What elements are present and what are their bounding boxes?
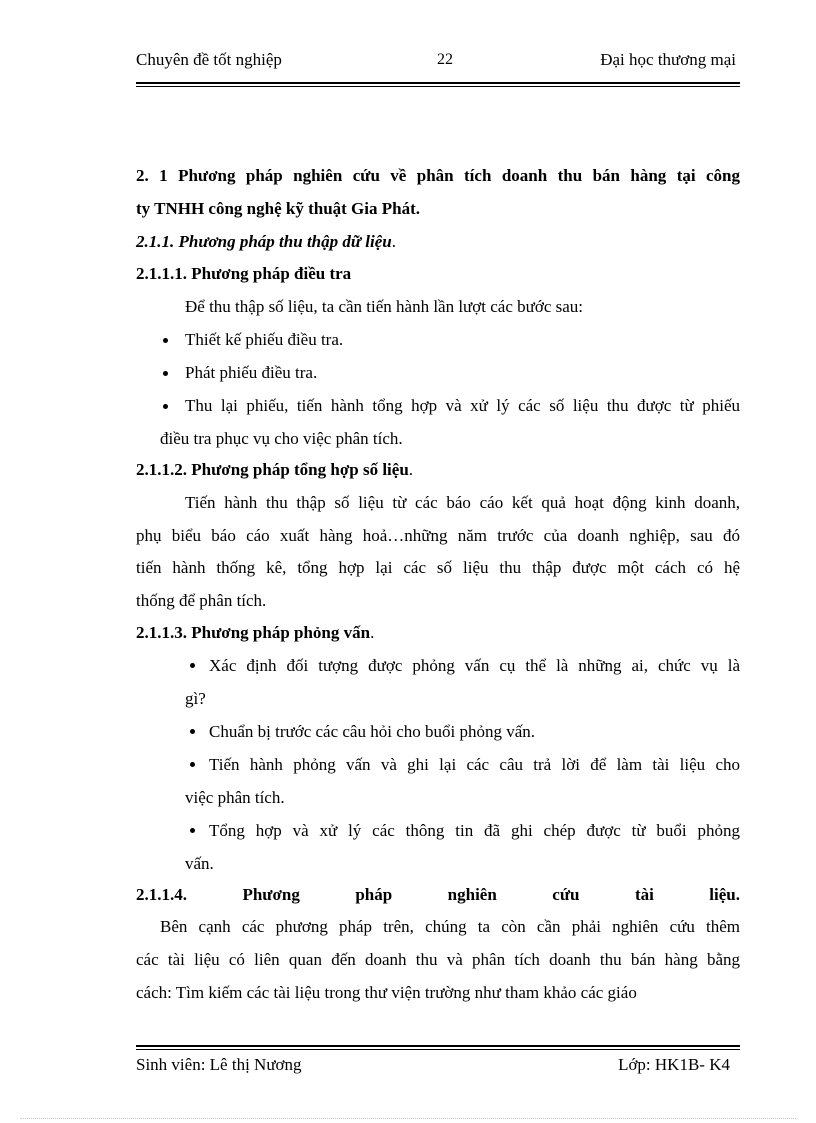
s2-para-line-1: Tiến hành thu thập số liệu từ các báo cáo kết quả hoạt động kinh doanh,: [185, 493, 740, 512]
s3-bullet-3-line-1: Tiến hành phỏng vấn và ghi lại các câu trả lời để làm tài liệu cho: [209, 755, 740, 774]
s1-bullet-1: Thiết kế phiếu điều tra.: [185, 330, 344, 349]
header-rule: [136, 82, 740, 87]
s4-heading: 2.1.1.4. Phương pháp nghiên cứu tài liệu.: [136, 885, 740, 904]
bullet-icon: [163, 338, 168, 343]
footer-right: Lớp: HK1B- K4: [618, 1055, 730, 1074]
s3-bullet-4-line-2: vấn.: [185, 854, 214, 873]
s3-bullet-1-line-2: gì?: [185, 689, 206, 708]
page-number: 22: [437, 51, 453, 68]
s1-bullet-3-line-2: điều tra phục vụ cho việc phân tích.: [160, 429, 403, 448]
s2-para-line-2: phụ biểu báo cáo xuất hàng hoả…những năm trước của doanh nghiệp, sau đó: [136, 526, 740, 545]
s2-heading: [136, 459, 740, 481]
s3-bullet-2: Chuẩn bị trước các câu hỏi cho buổi phỏng vấn.: [209, 722, 536, 741]
s3-bullet-3-line-2: việc phân tích.: [185, 788, 285, 807]
s3-bullet-1-line-1: Xác định đối tượng được phỏng vấn cụ thể là những ai, chức vụ là: [209, 656, 740, 675]
s1-bullet-3-line-1: Thu lại phiếu, tiến hành tổng hợp và xử lý các số liệu thu được từ phiếu: [185, 396, 740, 415]
header-right: Đại học thương mại: [600, 50, 736, 69]
s2-heading-text: 2.1.1.2. Phương pháp tổng hợp số liệu: [136, 460, 409, 479]
sub-heading-text: 2.1.1. Phương pháp thu thập dữ liệu: [136, 232, 392, 251]
s3-heading-text: 2.1.1.3. Phương pháp phỏng vấn: [136, 623, 371, 642]
bullet-icon: [190, 828, 195, 833]
s1-intro: Để thu thập số liệu, ta cần tiến hành lần lượt các bước sau:: [185, 297, 584, 316]
s1-heading: 2.1.1.1. Phương pháp điều tra: [136, 264, 352, 283]
sub-heading-period: .: [391, 232, 396, 251]
s3-heading-period: .: [370, 623, 375, 642]
header-left: Chuyên đề tốt nghiệp: [136, 50, 282, 69]
bullet-icon: [190, 729, 195, 734]
footer-rule: [136, 1045, 740, 1050]
s3-bullet-4-line-1: Tổng hợp và xử lý các thông tin đã ghi chép được từ buổi phỏng: [209, 821, 740, 840]
bullet-icon: [190, 762, 195, 767]
footer-left: Sinh viên: Lê thị Nương: [136, 1055, 302, 1074]
s4-para-line-3: cách: Tìm kiếm các tài liệu trong thư viện trường như tham khảo các giáo: [136, 983, 637, 1002]
s4-para-line-1: Bên cạnh các phương pháp trên, chúng ta còn cần phải nghiên cứu thêm: [160, 917, 740, 936]
section-title-line-1: 2. 1 Phương pháp nghiên cứu về phân tích doanh thu bán hàng tại công: [136, 166, 740, 185]
s2-para-line-3: tiến hành thống kê, tổng hợp lại các số liệu thu thập được một cách có hệ: [136, 558, 740, 577]
page-edge-divider: [20, 1118, 796, 1119]
bullet-icon: [163, 404, 168, 409]
sub-heading: [136, 231, 740, 253]
s4-para-line-2: các tài liệu có liên quan đến doanh thu và phân tích doanh thu bán hàng bằng: [136, 950, 740, 969]
s1-bullet-2: Phát phiếu điều tra.: [185, 363, 318, 382]
bullet-icon: [163, 371, 168, 376]
s2-para-line-4: thống để phân tích.: [136, 591, 267, 610]
s2-heading-period: .: [408, 460, 414, 479]
s3-heading: [136, 622, 740, 644]
bullet-icon: [190, 663, 195, 668]
section-title-line-2: ty TNHH công nghệ kỹ thuật Gia Phát.: [136, 199, 421, 218]
